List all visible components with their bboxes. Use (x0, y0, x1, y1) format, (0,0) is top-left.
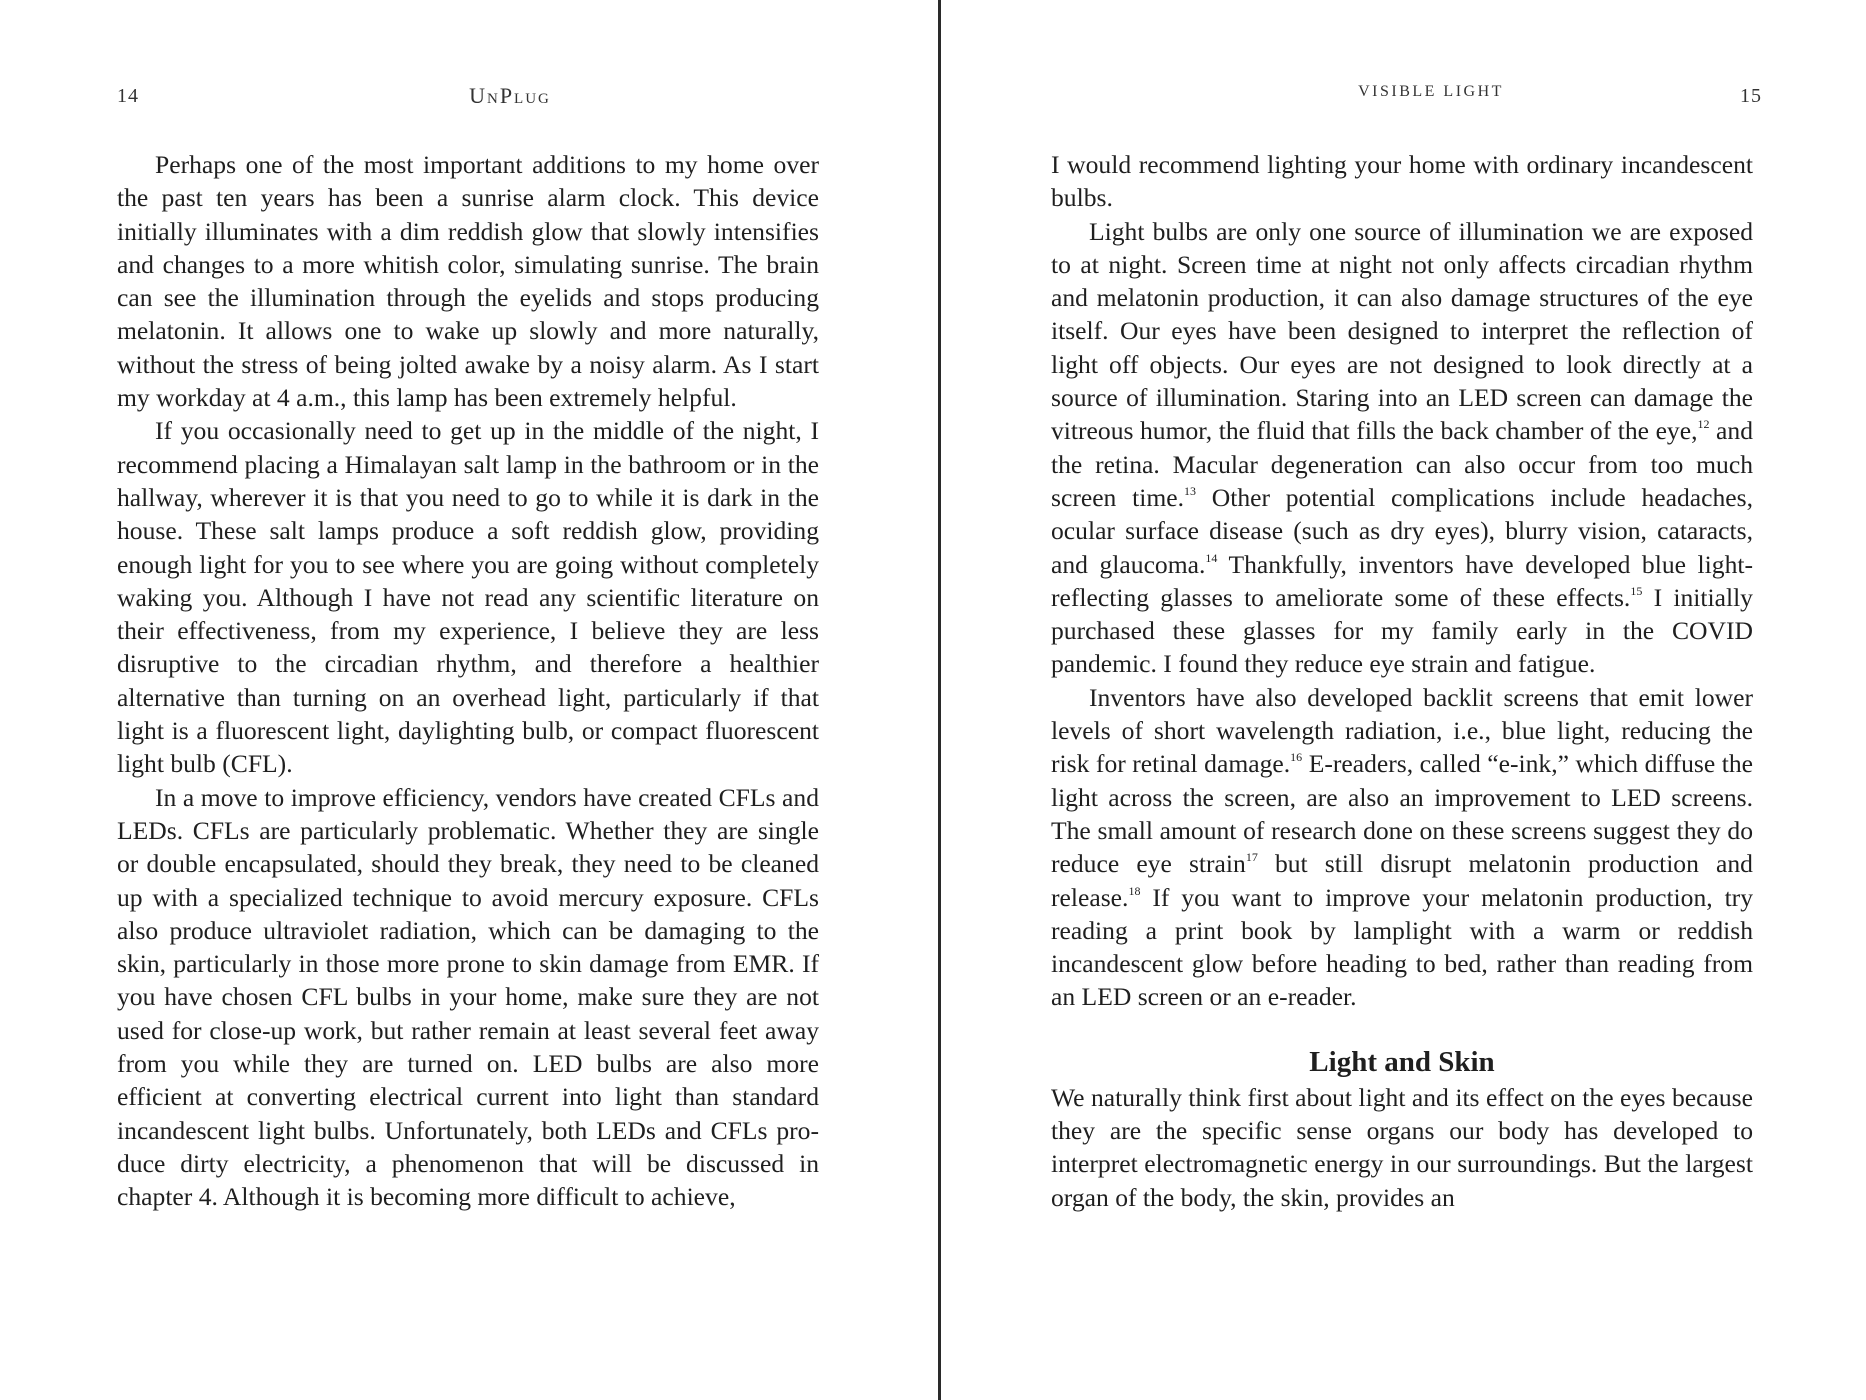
right-page (941, 0, 1866, 1400)
paragraph-text: I initially purchased these glasses for my family early in the COVID pandemic. I found they reduce eye strain and fatigue. (1051, 582, 1753, 679)
left-page-body (117, 148, 819, 1214)
section-heading: Light and Skin (1309, 1045, 1495, 1078)
paragraph-text: If you want to improve your melatonin production, try reading a print book by lamplight with a warm or reddish incandescent glow before heading to bed, rather than reading from an LED screen or an e-reader. (1051, 882, 1753, 1012)
paragraph: Perhaps one of the most important additions to my home over the past ten years has been a sunrise alarm clock. This device initially illuminates with a dim reddish glow that slowly intensifies and changes to a more whitish color, simulating sunrise. The brain can see the illumination through the eyelids and stops producing melatonin. It allows one to wake up slowly and more naturally, without the stress of being jolted awake by a noisy alarm. As I start my workday at 4 a.m., this lamp has been extremely helpful. (117, 150, 819, 413)
paragraph (1051, 215, 1753, 681)
footnote-marker: 17 (1245, 850, 1258, 865)
paragraph-text: E-readers, called “e-ink,” which diffuse the light across the screen, are also an improvement to LED screens. The small amount of research done on these screens suggest they do reduce eye strain (1051, 749, 1753, 879)
footnote-marker: 16 (1290, 750, 1303, 765)
paragraph-text: Other potential complications include headaches, ocular surface disease (such as dry eyes), blurry vision, cataracts, and glaucoma. (1051, 482, 1753, 579)
right-page-body (1051, 148, 1753, 1214)
paragraph-text: Thankfully, inventors have developed blue light-reflecting glasses to ameliorate some of these effects. (1051, 549, 1753, 612)
running-head-chapter-title: VISIBLE LIGHT (1358, 83, 1504, 100)
footnote-marker: 18 (1128, 883, 1141, 898)
footnote-marker: 12 (1697, 417, 1710, 432)
paragraph-text: but still disrupt melatonin production and release. (1051, 849, 1753, 912)
paragraph: In a move to improve efficiency, vendors have created CFLs and LEDs. CFLs are particularly problematic. Whether they are single or double encapsulated, should they break, they need to be cleaned up with a specialized technique to avoid mercury exposure. CFLs also produce ultraviolet radiation, which can be damaging to the skin, particularly in those more prone to skin damage from EMR. If you have chosen CFL bulbs in your home, make sure they are not used for close-up work, but rather remain at least several feet away from you while they are turned on. LED bulbs are also more efficient at converting electrical current into light than standard incandescent light bulbs. Unfortunately, both LEDs and CFLs produce dirty electricity, a phenomenon that will be discussed in chapter 4. Although it is becoming more difficult to achieve, (117, 782, 819, 1212)
page-number-right: 15 (1740, 85, 1762, 107)
footnote-marker: 14 (1205, 550, 1218, 565)
footnote-marker: 15 (1630, 584, 1643, 599)
paragraph: We naturally think first about light and its effect on the eyes because they are the specific sense organs our body has developed to interpret electromagnetic energy in our surroundings. But the largest organ of the body, the skin, provides an (1051, 1082, 1753, 1212)
paragraph: If you occasionally need to get up in the middle of the night, I recommend placing a Himalayan salt lamp in the bathroom or in the hallway, wherever it is that you need to go to while it is dark in the house. These salt lamps produce a soft reddish glow, providing enough light for you to see where you are going without completely waking you. Although I have not read any scientific literature on their effectiveness, from my experience, I believe they are less disruptive to the circadian rhythm, and therefore a healthier alternative than turning on an overhead light, particularly if that light is a fluorescent light, daylighting bulb, or compact fluorescent light bulb (CFL). (117, 416, 819, 779)
paragraph-text: Inventors have also developed backlit screens that emit lower levels of short wavelength radiation, i.e., blue light, reducing the risk for retinal damage. (1051, 682, 1753, 779)
running-head-book-title: UnPlug (469, 83, 551, 108)
paragraph-text: and the retina. Macular degeneration can also occur from too much screen time. (1051, 416, 1753, 512)
footnote-marker: 13 (1184, 484, 1196, 499)
paragraph (1051, 681, 1753, 1014)
paragraph: I would recommend lighting your home with ordinary incandescent bulbs. (1051, 150, 1753, 213)
paragraph-text: Light bulbs are only one source of illumination we are exposed to at night. Screen time at night not only affects circadian rhythm and melatonin production, it can also damage structures of the eye itself. Our eyes have been designed to interpret the reflection of light off objects. Our eyes are not designed to look directly at a source of illumination. Staring into an LED screen can damage the vitreous humor, the fluid that fills the back chamber of the eye, (1051, 216, 1753, 446)
page-number-left: 14 (117, 85, 139, 107)
